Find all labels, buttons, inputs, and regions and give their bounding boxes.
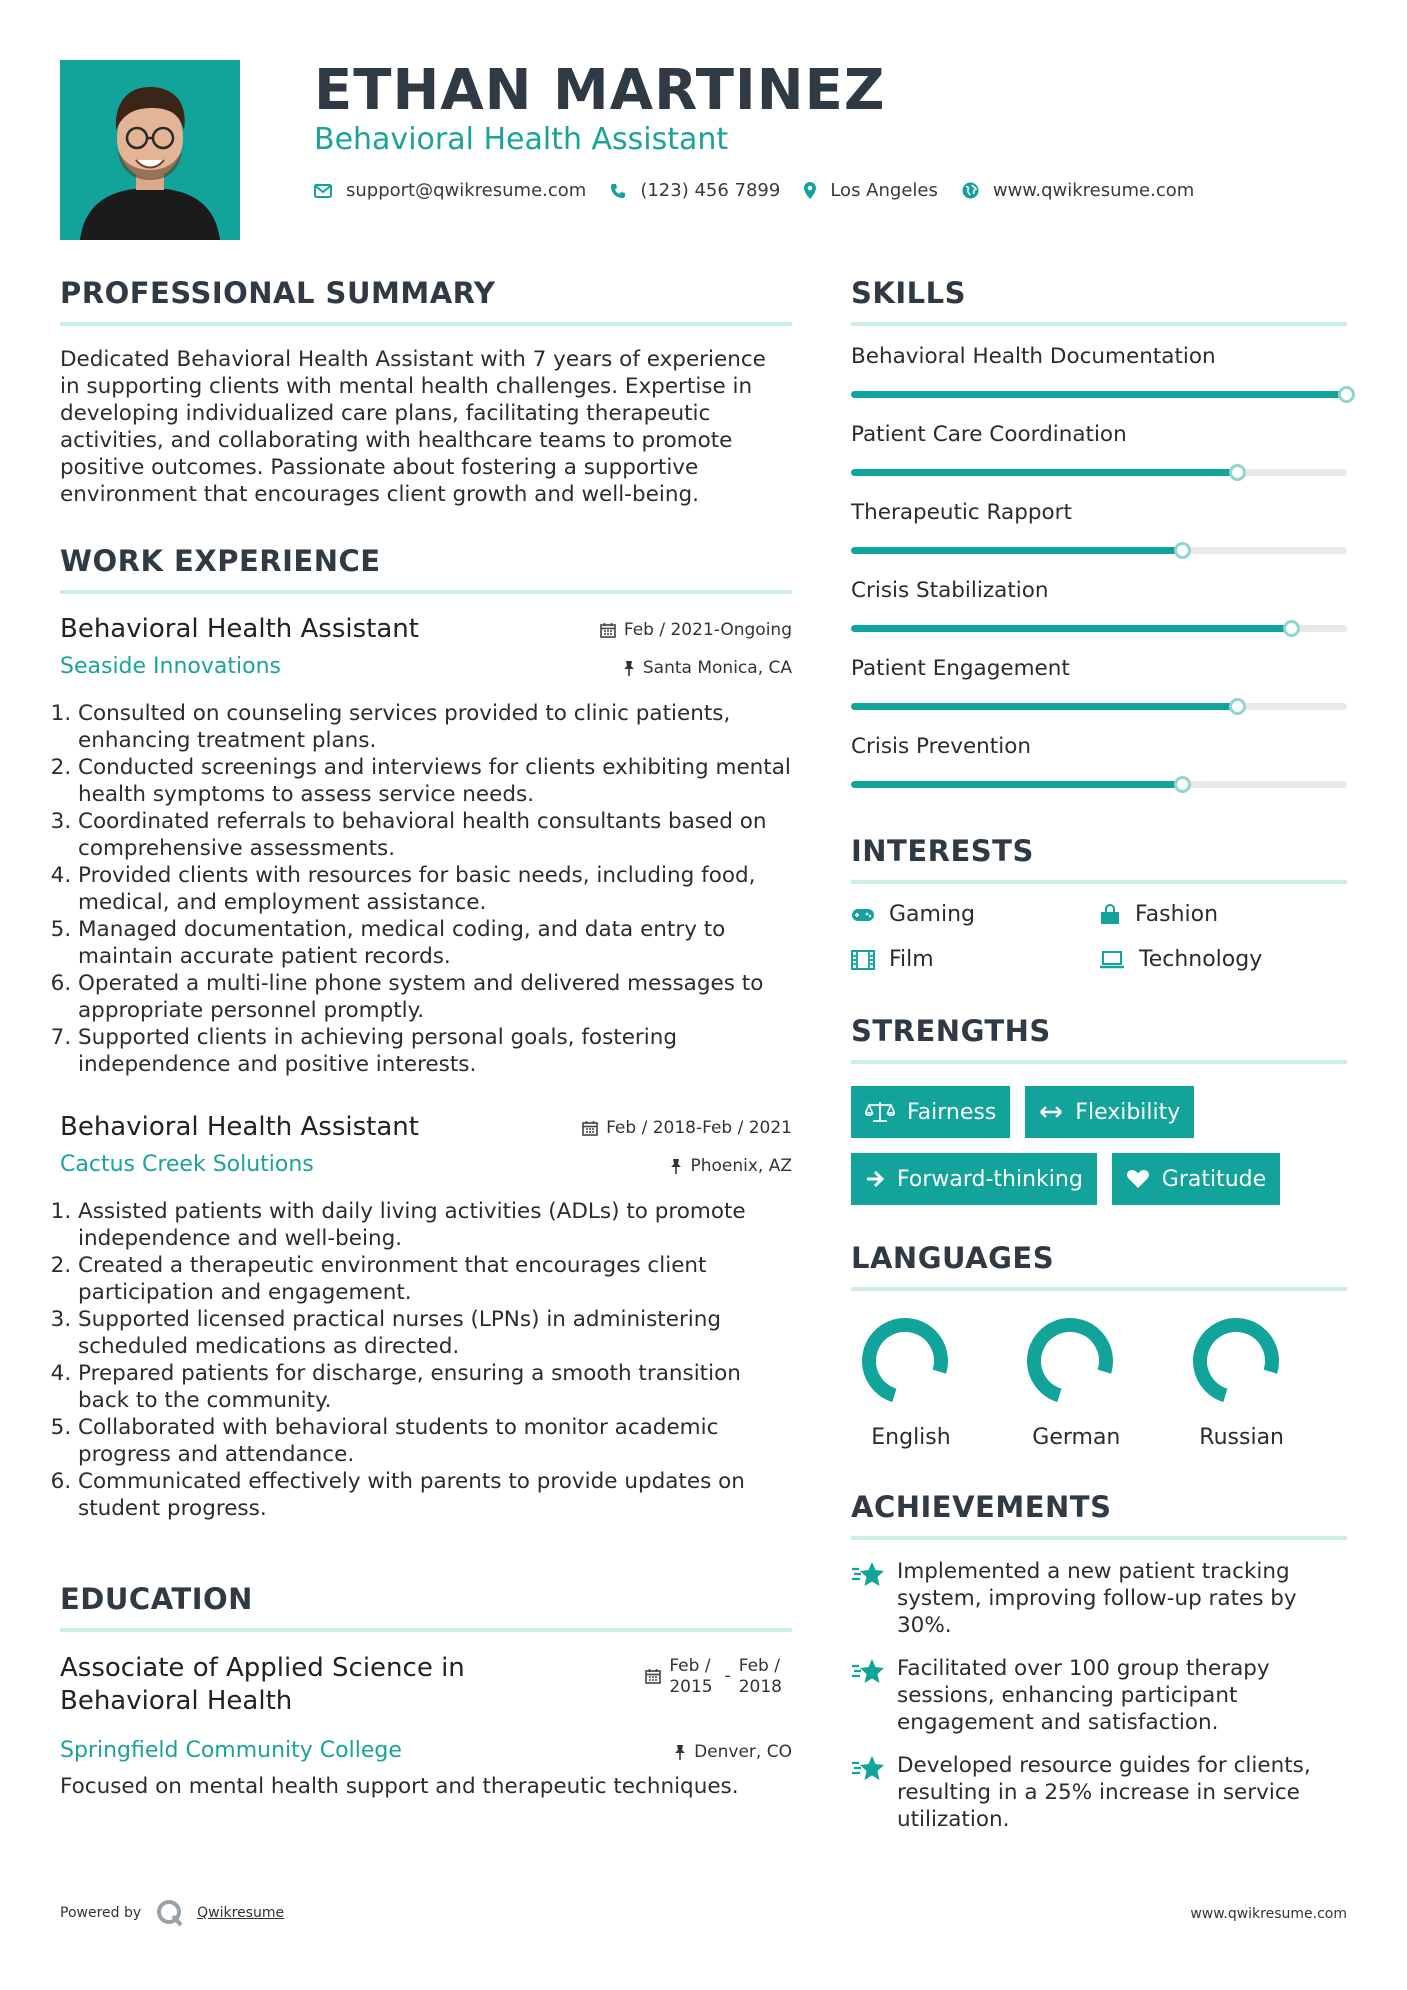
job-location-text: Santa Monica, CA — [642, 658, 792, 678]
candidate-name: ETHAN MARTINEZ — [314, 58, 886, 123]
footer-powered-by — [60, 1898, 284, 1928]
skill-bar-knob — [1229, 698, 1246, 715]
pushpin-icon — [670, 1158, 682, 1174]
achievement-text: Implemented a new patient tracking system, improving follow-up rates by 30%. — [897, 1559, 1297, 1638]
interest-item — [851, 947, 1099, 972]
education-location — [674, 1742, 792, 1762]
job-bullet: 6. Communicated effectively with parents to provide updates on student progress. — [78, 1468, 792, 1522]
achievement-item — [851, 1655, 1347, 1736]
strengths-list — [851, 1086, 1347, 1205]
job-title: Behavioral Health Assistant — [60, 1112, 419, 1142]
arrow-right-icon — [865, 1169, 885, 1189]
interest-item — [1099, 947, 1347, 972]
skill-bar-knob — [1283, 620, 1300, 637]
heart-icon — [1126, 1169, 1150, 1189]
job-entry — [60, 614, 792, 1078]
education-end — [739, 1656, 782, 1698]
education-heading: EDUCATION — [60, 1582, 792, 1632]
language-name: German — [1032, 1425, 1121, 1450]
strength-label: Fairness — [907, 1099, 997, 1125]
language-item — [1016, 1313, 1181, 1450]
contact-email[interactable] — [314, 180, 586, 201]
achievements-list — [851, 1558, 1347, 1833]
language-name: English — [871, 1425, 951, 1450]
strength-label: Gratitude — [1161, 1166, 1267, 1192]
job-bullet: 3. Supported licensed practical nurses (LPNs) in administering scheduled medications as directed. — [78, 1306, 792, 1360]
summary-heading: PROFESSIONAL SUMMARY — [60, 276, 792, 326]
laptop-icon — [1099, 951, 1125, 969]
job-bullet: 4. Provided clients with resources for basic needs, including food, medical, and employment assistance. — [78, 862, 792, 916]
achievement-item — [851, 1558, 1347, 1639]
star-icon — [851, 1560, 885, 1588]
map-marker-icon — [804, 182, 816, 199]
achievements-heading: ACHIEVEMENTS — [851, 1490, 1347, 1540]
language-item — [851, 1313, 1016, 1450]
job-bullet: 6. Operated a multi-line phone system and delivered messages to appropriate personnel promptly. — [78, 970, 792, 1024]
skill-name: Therapeutic Rapport — [851, 500, 1072, 525]
languages-list — [851, 1313, 1347, 1450]
skill-item — [851, 422, 1347, 500]
contact-phone[interactable] — [610, 180, 780, 201]
job-date-text: Feb / 2018-Feb / 2021 — [606, 1118, 792, 1138]
skill-bar-fill — [851, 703, 1238, 710]
star-icon — [851, 1657, 885, 1685]
job-bullet: 7. Supported clients in achieving personal goals, fostering independence and positive interests. — [78, 1024, 792, 1078]
education-start-month: Feb / — [669, 1656, 711, 1676]
skill-name: Patient Engagement — [851, 656, 1070, 681]
shopping-bag-icon — [1099, 904, 1121, 926]
arrows-horizontal-icon — [1039, 1105, 1063, 1119]
star-icon — [851, 1754, 885, 1782]
strength-badge — [851, 1153, 1097, 1205]
languages-heading: LANGUAGES — [851, 1241, 1347, 1291]
strength-badge — [1112, 1153, 1280, 1205]
interest-item — [851, 902, 1099, 927]
job-entry — [60, 1112, 792, 1522]
language-progress-ring — [857, 1313, 953, 1409]
phone-text: (123) 456 7899 — [640, 180, 781, 201]
interest-label: Film — [889, 947, 934, 972]
education-end-year: 2018 — [738, 1677, 782, 1697]
interest-item — [1099, 902, 1347, 927]
job-location-text: Phoenix, AZ — [690, 1156, 792, 1176]
skill-item — [851, 578, 1347, 656]
envelope-icon — [314, 184, 332, 198]
achievement-item — [851, 1752, 1347, 1833]
skill-bar — [851, 625, 1347, 632]
skill-bar-knob — [1174, 776, 1191, 793]
education-date-separator: - — [724, 1666, 731, 1686]
qwikresume-logo-icon — [155, 1898, 185, 1928]
email-text: support@qwikresume.com — [346, 180, 587, 201]
language-name: Russian — [1199, 1425, 1284, 1450]
footer-website-link[interactable]: www.qwikresume.com — [1190, 1906, 1347, 1922]
pushpin-icon — [623, 660, 635, 676]
language-item — [1182, 1313, 1347, 1450]
education-end-month: Feb / — [738, 1656, 780, 1676]
job-bullet: 2. Conducted screenings and interviews for clients exhibiting mental health symptoms to assess service needs. — [78, 754, 792, 808]
contact-bar — [314, 180, 1218, 201]
skill-bar — [851, 547, 1347, 554]
skill-bar-fill — [851, 781, 1183, 788]
job-bullet: 1. Assisted patients with daily living activities (ADLs) to promote independence and well-being. — [78, 1198, 792, 1252]
avatar-icon — [60, 60, 240, 240]
contact-website[interactable] — [962, 180, 1194, 201]
strength-badge — [1025, 1086, 1194, 1138]
job-location — [623, 658, 792, 678]
job-bullet: 1. Consulted on counseling services provided to clinic patients, enhancing treatment plans. — [78, 700, 792, 754]
skill-bar-knob — [1229, 464, 1246, 481]
skill-bar — [851, 703, 1347, 710]
education-entry — [60, 1652, 792, 1802]
job-company: Cactus Creek Solutions — [60, 1152, 314, 1177]
skill-item — [851, 734, 1347, 812]
skill-name: Behavioral Health Documentation — [851, 344, 1216, 369]
job-date — [582, 1118, 792, 1138]
job-date-text: Feb / 2021-Ongoing — [623, 620, 792, 640]
summary-text: Dedicated Behavioral Health Assistant with 7 years of experience in supporting clients with mental health challenges. Expertise in developing individualized care plans, facilitating therapeutic activities, and collaborating with healthcare teams to promote positive outcomes. Passionate about fostering a supportive environment that encourages client growth and well-being. — [60, 347, 766, 507]
education-dates — [645, 1656, 782, 1698]
job-bullet: 5. Collaborated with behavioral students to monitor academic progress and attendance. — [78, 1414, 792, 1468]
skill-item — [851, 500, 1347, 578]
skill-bar-fill — [851, 547, 1183, 554]
left-column — [60, 276, 792, 1802]
job-bullet: 5. Managed documentation, medical coding, and data entry to maintain accurate patient records. — [78, 916, 792, 970]
strength-badge — [851, 1086, 1010, 1138]
calendar-icon — [600, 622, 616, 638]
skills-list — [851, 344, 1347, 812]
skills-heading: SKILLS — [851, 276, 1347, 326]
skill-name: Patient Care Coordination — [851, 422, 1127, 447]
skill-bar — [851, 781, 1347, 788]
contact-location — [804, 180, 938, 201]
skill-name: Crisis Prevention — [851, 734, 1031, 759]
skill-item — [851, 656, 1347, 734]
education-start-year: 2015 — [669, 1677, 713, 1697]
interests-list — [851, 902, 1347, 972]
interest-label: Technology — [1139, 947, 1263, 972]
skill-bar-knob — [1338, 386, 1355, 403]
job-title: Behavioral Health Assistant — [60, 614, 419, 644]
film-icon — [851, 950, 875, 970]
location-text: Los Angeles — [830, 180, 938, 201]
job-company: Seaside Innovations — [60, 654, 281, 679]
interest-label: Gaming — [889, 902, 975, 927]
skill-bar — [851, 391, 1347, 398]
interest-label: Fashion — [1135, 902, 1219, 927]
globe-icon — [962, 182, 979, 199]
skill-bar-fill — [851, 625, 1292, 632]
skill-item — [851, 344, 1347, 422]
candidate-title: Behavioral Health Assistant — [314, 122, 729, 157]
strength-label: Forward-thinking — [897, 1166, 1083, 1192]
education-description: Focused on mental health support and therapeutic techniques. — [60, 1774, 739, 1799]
right-column — [851, 276, 1347, 1849]
skill-bar-fill — [851, 391, 1347, 398]
job-bullet: 4. Prepared patients for discharge, ensuring a smooth transition back to the community. — [78, 1360, 792, 1414]
job-bullet-list — [60, 1198, 792, 1522]
brand-link[interactable]: Qwikresume — [197, 1905, 285, 1921]
education-start — [669, 1656, 712, 1698]
language-progress-ring — [1188, 1313, 1284, 1409]
gamepad-icon — [851, 907, 875, 923]
skill-bar-knob — [1174, 542, 1191, 559]
achievement-text: Developed resource guides for clients, resulting in a 25% increase in service utilization. — [897, 1753, 1311, 1832]
job-location — [670, 1156, 792, 1176]
powered-by-text: Powered by — [60, 1905, 142, 1921]
balance-scale-icon — [865, 1100, 895, 1124]
pushpin-icon — [674, 1744, 686, 1760]
language-progress-ring — [1022, 1313, 1118, 1409]
calendar-icon — [582, 1120, 598, 1136]
achievement-text: Facilitated over 100 group therapy sessions, enhancing participant engagement and satisfaction. — [897, 1656, 1270, 1735]
skill-name: Crisis Stabilization — [851, 578, 1049, 603]
interests-heading: INTERESTS — [851, 834, 1347, 884]
phone-icon — [610, 183, 626, 199]
education-location-text: Denver, CO — [694, 1742, 792, 1762]
calendar-icon — [645, 1668, 661, 1684]
job-bullet: 3. Coordinated referrals to behavioral health consultants based on comprehensive assessments. — [78, 808, 792, 862]
skill-bar — [851, 469, 1347, 476]
profile-photo — [60, 60, 240, 240]
experience-heading: WORK EXPERIENCE — [60, 544, 792, 594]
job-bullet-list — [60, 700, 792, 1078]
strengths-heading: STRENGTHS — [851, 1014, 1347, 1064]
degree-title: Associate of Applied Science in Behavioral Health — [60, 1653, 465, 1716]
job-bullet: 2. Created a therapeutic environment that encourages client participation and engagement. — [78, 1252, 792, 1306]
skill-bar-fill — [851, 469, 1238, 476]
job-date — [600, 620, 792, 640]
strength-label: Flexibility — [1075, 1099, 1181, 1125]
website-text: www.qwikresume.com — [992, 180, 1195, 201]
school-name: Springfield Community College — [60, 1738, 402, 1763]
